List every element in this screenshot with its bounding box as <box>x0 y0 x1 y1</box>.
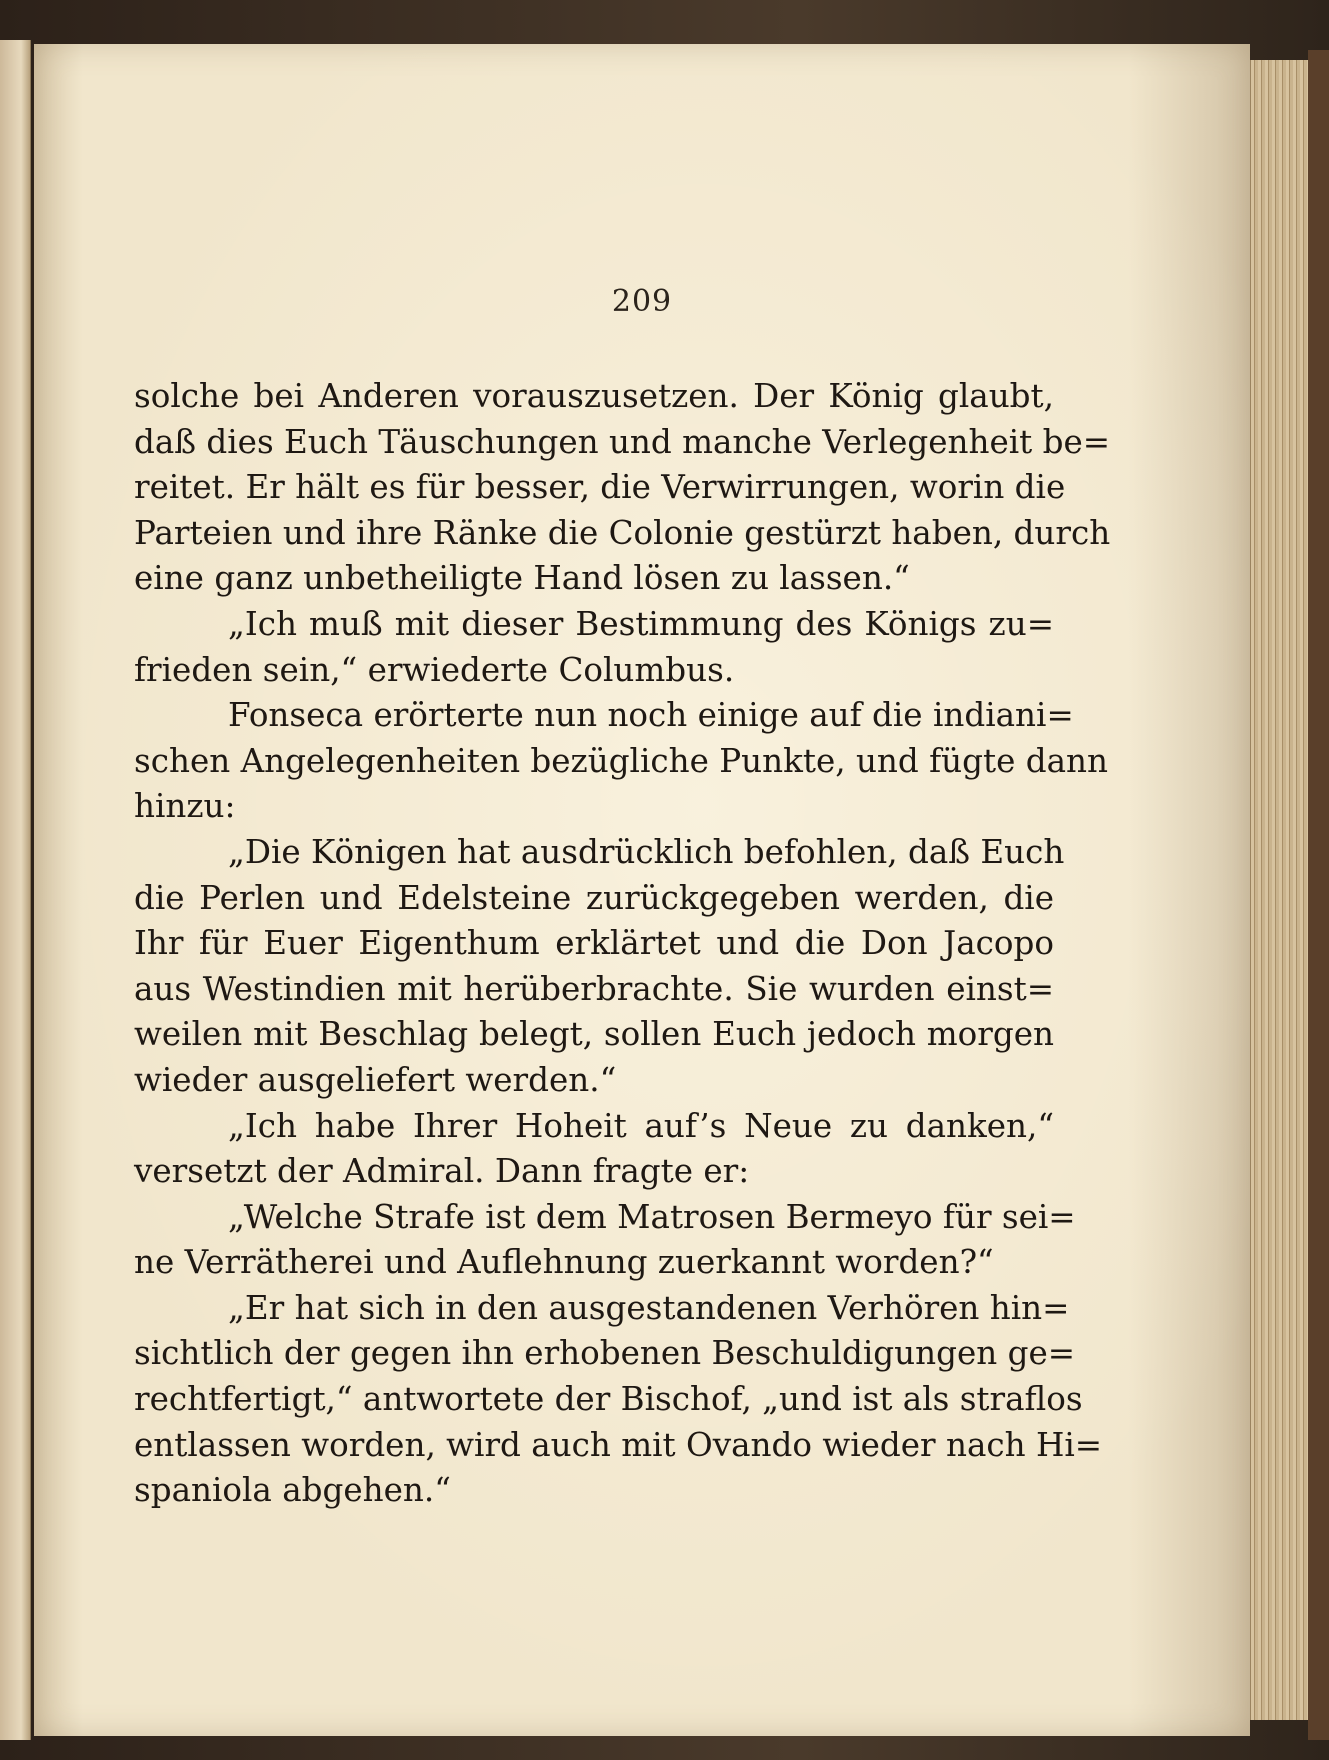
text-line: „Welche Strafe ist dem Matrosen Bermeyo für sei= <box>228 1197 1076 1236</box>
text-line: reitet. Er hält es für besser, die Verwirrungen, worin die <box>134 468 1066 507</box>
text-line: entlassen worden, wird auch mit Ovando wieder nach Hi= <box>134 1425 1103 1464</box>
text-line: weilen mit Beschlag belegt, sollen Euch jedoch morgen <box>134 1015 1054 1054</box>
text-line: rechtfertigt,“ antwortete der Bischof, „und ist als straflos <box>134 1380 1083 1419</box>
page-stack-edge <box>1250 60 1309 1720</box>
text-line: Parteien und ihre Ränke die Colonie gestürzt haben, durch <box>134 513 1111 552</box>
text-line: Ihr für Euer Eigenthum erklärtet und die Don Jacopo <box>134 924 1054 963</box>
text-line: spaniola abgehen.“ <box>134 1471 451 1510</box>
page-number: 209 <box>611 284 673 319</box>
text-line: „Er hat sich in den ausgestandenen Verhören hin= <box>228 1288 1070 1327</box>
text-line: hinzu: <box>134 787 236 826</box>
text-line: schen Angelegenheiten bezügliche Punkte, und fügte dann <box>134 741 1108 780</box>
text-line: solche bei Anderen vorauszusetzen. Der König glaubt, <box>134 377 1054 415</box>
text-line: aus Westindien mit herüberbrachte. Sie wurden einst= <box>134 969 1054 1008</box>
text-line: die Perlen und Edelsteine zurückgegeben werden, die <box>134 878 1054 917</box>
text-line: frieden sein,“ erwiederte Columbus. <box>134 650 735 689</box>
text-line: ne Verrätherei und Auflehnung zuerkannt worden?“ <box>134 1243 994 1282</box>
text-line: daß dies Euch Täuschungen und manche Verlegenheit be= <box>134 422 1111 461</box>
text-line: versetzt der Admiral. Dann fragte er: <box>134 1152 750 1191</box>
text-line: Fonseca erörterte nun noch einige auf die indiani= <box>228 696 1074 735</box>
text-line: „Ich habe Ihrer Hoheit auf’s Neue zu danken,“ <box>228 1106 1054 1145</box>
text-line: eine ganz unbetheiligte Hand lösen zu lassen.“ <box>134 559 910 598</box>
body-text <box>134 374 1111 1514</box>
text-line: wieder ausgeliefert werden.“ <box>134 1060 617 1099</box>
book-page <box>34 44 1250 1736</box>
text-line: „Ich muß mit dieser Bestimmung des Königs zu= <box>228 604 1054 643</box>
text-line: „Die Königen hat ausdrücklich befohlen, daß Euch <box>228 832 1065 871</box>
book-cover-edge <box>1308 50 1329 1740</box>
left-page-edge <box>0 40 31 1740</box>
text-line: sichtlich der gegen ihn erhobenen Beschuldigungen ge= <box>134 1334 1076 1373</box>
